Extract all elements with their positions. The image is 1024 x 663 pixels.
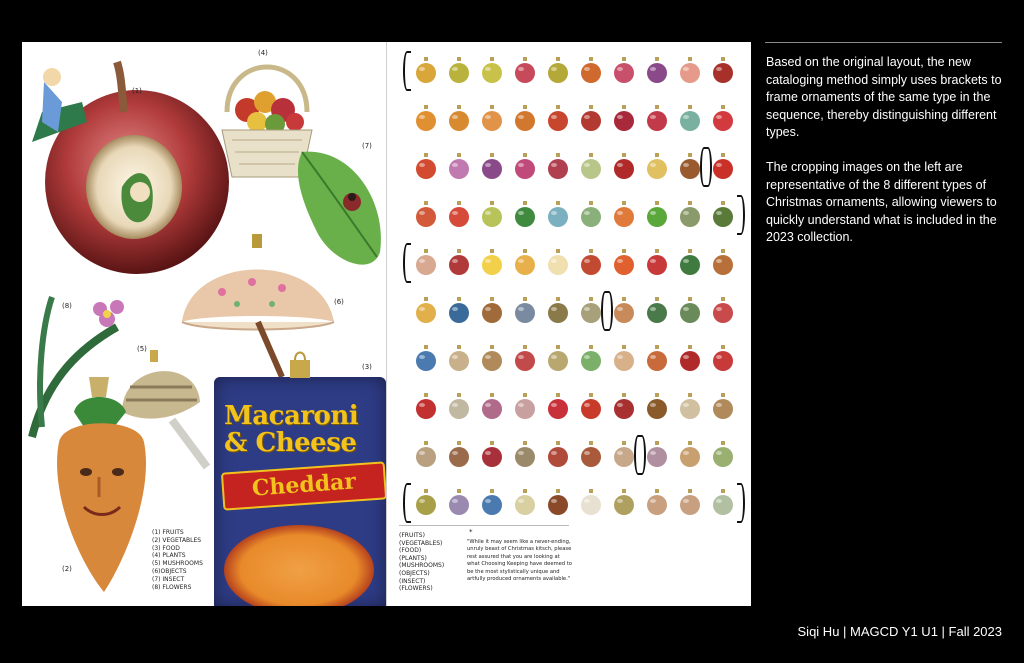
legend-item: (VEGETABLES) bbox=[399, 539, 443, 547]
ornament-thumbnail bbox=[578, 344, 604, 372]
callout-7: (7) bbox=[362, 142, 372, 150]
ornament-thumbnail bbox=[578, 392, 604, 420]
ornament-thumbnail bbox=[611, 488, 637, 516]
callout-2: (2) bbox=[62, 565, 72, 573]
ornament-thumbnail bbox=[578, 200, 604, 228]
ornament-thumbnail bbox=[413, 200, 439, 228]
group-bracket-close bbox=[704, 147, 712, 187]
ornament-thumbnail bbox=[545, 440, 571, 468]
ornament-thumbnail bbox=[710, 152, 736, 180]
ornament-thumbnail bbox=[446, 56, 472, 84]
callout-5: (5) bbox=[137, 345, 147, 353]
ornament-thumbnail bbox=[644, 248, 670, 276]
ornament-thumbnail bbox=[578, 152, 604, 180]
ornament-thumbnail bbox=[677, 104, 703, 132]
ornament-thumbnail bbox=[710, 344, 736, 372]
ornament-thumbnail bbox=[710, 200, 736, 228]
footer-divider bbox=[399, 525, 569, 526]
ornament-thumbnail bbox=[446, 440, 472, 468]
ornament-thumbnail bbox=[413, 104, 439, 132]
sidebar-description bbox=[766, 54, 1006, 264]
carrot-face-ornament-image bbox=[44, 372, 154, 597]
legend-item: (1) FRUITS bbox=[152, 529, 184, 536]
description-paragraph: The cropping images on the left are representative of the 8 different types of Christmas ornaments, allowing viewers to quickly understand what is included in the 2023 collection. bbox=[766, 160, 997, 244]
callout-6: (6) bbox=[334, 298, 344, 306]
ornament-thumbnail bbox=[644, 296, 670, 324]
ornament-thumbnail bbox=[512, 344, 538, 372]
ornament-thumbnail bbox=[479, 440, 505, 468]
ornament-thumbnail bbox=[710, 488, 736, 516]
ornament-thumbnail bbox=[446, 200, 472, 228]
ornament-thumbnail bbox=[512, 488, 538, 516]
ornament-thumbnail bbox=[413, 248, 439, 276]
legend-item: (PLANTS) bbox=[399, 554, 427, 562]
ornament-thumbnail bbox=[545, 344, 571, 372]
ornament-thumbnail bbox=[644, 152, 670, 180]
ornament-thumbnail bbox=[644, 488, 670, 516]
legend-item: (FOOD) bbox=[399, 547, 422, 555]
ornament-thumbnail bbox=[644, 104, 670, 132]
ornament-row bbox=[399, 292, 744, 328]
ornament-thumbnail bbox=[710, 104, 736, 132]
ornament-thumbnail bbox=[611, 56, 637, 84]
macaroni-bowl-illustration bbox=[224, 525, 374, 606]
callout-1: (1) bbox=[132, 87, 142, 95]
ornament-thumbnail bbox=[677, 56, 703, 84]
ornament-thumbnail bbox=[644, 344, 670, 372]
ornament-thumbnail bbox=[479, 152, 505, 180]
ornament-thumbnail bbox=[479, 200, 505, 228]
group-bracket-open bbox=[403, 243, 411, 283]
ornament-thumbnail bbox=[611, 104, 637, 132]
ornament-thumbnail bbox=[545, 56, 571, 84]
ornament-thumbnail bbox=[677, 200, 703, 228]
ornament-thumbnail bbox=[479, 296, 505, 324]
catalog-quote: "While it may seem like a never-ending, unruly beast of Christmas kitsch, please rest assured that you are looking at what Choosing Keeping have deemed to be the most stylistically unique and artfully produced ornaments available." bbox=[467, 539, 572, 583]
ornament-cap-icon bbox=[285, 350, 315, 380]
right-page-legend bbox=[399, 532, 444, 593]
macaroni-box-banner-text: Cheddar bbox=[251, 468, 357, 502]
ornament-thumbnail bbox=[545, 488, 571, 516]
ornament-thumbnail bbox=[545, 392, 571, 420]
legend-item: (8) FLOWERS bbox=[152, 583, 192, 591]
left-page-legend bbox=[152, 529, 203, 591]
left-page bbox=[22, 42, 386, 606]
ornament-thumbnail bbox=[710, 440, 736, 468]
ornament-thumbnail bbox=[545, 152, 571, 180]
legend-item: (3) FOOD bbox=[152, 544, 180, 552]
ornament-thumbnail bbox=[479, 488, 505, 516]
group-bracket-close bbox=[638, 435, 646, 475]
ornament-thumbnail bbox=[413, 344, 439, 372]
ornament-row bbox=[399, 340, 744, 376]
legend-item: (6)OBJECTS bbox=[152, 567, 187, 575]
group-bracket-open bbox=[403, 483, 411, 523]
ornament-thumbnail bbox=[413, 152, 439, 180]
group-bracket-open bbox=[403, 51, 411, 91]
legend-item: (INSECT) bbox=[399, 577, 426, 585]
ornament-thumbnail bbox=[578, 248, 604, 276]
ornament-thumbnail bbox=[611, 200, 637, 228]
callout-4: (4) bbox=[258, 49, 268, 57]
ornament-thumbnail bbox=[413, 488, 439, 516]
ornament-thumbnail bbox=[644, 392, 670, 420]
ornament-thumbnail bbox=[578, 104, 604, 132]
ornament-thumbnail bbox=[611, 296, 637, 324]
legend-item: (2) VEGETABLES bbox=[152, 536, 202, 544]
ornament-thumbnail bbox=[677, 488, 703, 516]
ornament-thumbnail bbox=[512, 152, 538, 180]
ornament-thumbnail bbox=[512, 440, 538, 468]
ornament-thumbnail bbox=[512, 56, 538, 84]
legend-item: (5) MUSHROOMS bbox=[152, 560, 203, 568]
ornament-thumbnail bbox=[446, 248, 472, 276]
description-paragraph: Based on the original layout, the new cataloging method simply uses brackets to frame ornaments of the same type in the sequence, thereby distinguishing different types. bbox=[766, 55, 1002, 139]
ornament-thumbnail bbox=[512, 200, 538, 228]
ornament-thumbnail bbox=[644, 440, 670, 468]
ornament-thumbnail bbox=[710, 392, 736, 420]
callout-8: (8) bbox=[62, 302, 72, 310]
ornament-thumbnail bbox=[479, 104, 505, 132]
ornament-thumbnail bbox=[479, 392, 505, 420]
ornament-thumbnail bbox=[611, 392, 637, 420]
ornament-thumbnail bbox=[644, 200, 670, 228]
ornament-thumbnail bbox=[413, 392, 439, 420]
ornament-row bbox=[399, 52, 744, 88]
ornament-thumbnail bbox=[677, 248, 703, 276]
macaroni-box-ornament-image bbox=[214, 377, 386, 606]
ornament-thumbnail bbox=[413, 56, 439, 84]
ornament-thumbnail bbox=[413, 440, 439, 468]
ornament-thumbnail bbox=[512, 248, 538, 276]
right-page bbox=[387, 42, 751, 606]
ornament-thumbnail bbox=[677, 344, 703, 372]
ornament-row bbox=[399, 388, 744, 424]
group-bracket-close bbox=[737, 195, 745, 235]
ornament-thumbnail bbox=[446, 392, 472, 420]
group-bracket-close bbox=[737, 483, 745, 523]
ornament-thumbnail bbox=[710, 296, 736, 324]
macaroni-box-banner bbox=[221, 461, 386, 510]
ornament-row bbox=[399, 148, 744, 184]
catalog-spread bbox=[22, 42, 751, 606]
ornament-row bbox=[399, 436, 744, 472]
ornament-thumbnail bbox=[611, 344, 637, 372]
legend-item: (FLOWERS) bbox=[399, 585, 433, 593]
ornament-thumbnail bbox=[446, 488, 472, 516]
group-bracket-close bbox=[605, 291, 613, 331]
ornament-row bbox=[399, 484, 744, 520]
ornament-thumbnail bbox=[446, 152, 472, 180]
legend-item: (OBJECTS) bbox=[399, 569, 430, 577]
ornament-thumbnail bbox=[512, 296, 538, 324]
ornament-thumbnail bbox=[545, 248, 571, 276]
ornament-thumbnail bbox=[479, 56, 505, 84]
quote-asterisk: * bbox=[469, 528, 473, 536]
ornament-thumbnail bbox=[677, 440, 703, 468]
ornament-thumbnail bbox=[545, 200, 571, 228]
ornament-thumbnail bbox=[578, 440, 604, 468]
ornament-thumbnail bbox=[446, 296, 472, 324]
legend-item: (MUSHROOMS) bbox=[399, 562, 445, 570]
author-credit: Siqi Hu | MAGCD Y1 U1 | Fall 2023 bbox=[797, 624, 1002, 639]
sidebar-divider bbox=[765, 42, 1002, 43]
legend-item: (4) PLANTS bbox=[152, 552, 186, 560]
callout-3: (3) bbox=[362, 363, 372, 371]
ornament-thumbnail bbox=[512, 104, 538, 132]
ornament-thumbnail bbox=[446, 104, 472, 132]
ornament-thumbnail bbox=[512, 392, 538, 420]
ornament-thumbnail bbox=[611, 152, 637, 180]
ornament-thumbnail bbox=[578, 56, 604, 84]
ornament-row bbox=[399, 100, 744, 136]
ornament-thumbnail bbox=[479, 344, 505, 372]
ornament-thumbnail bbox=[677, 392, 703, 420]
ornament-row bbox=[399, 196, 744, 232]
ornament-thumbnail bbox=[545, 104, 571, 132]
ornament-thumbnail bbox=[677, 296, 703, 324]
legend-item: (7) INSECT bbox=[152, 575, 185, 583]
ornament-thumbnail bbox=[413, 296, 439, 324]
ornament-thumbnail bbox=[611, 248, 637, 276]
ornament-thumbnail bbox=[446, 344, 472, 372]
legend-item: (FRUITS) bbox=[399, 532, 425, 539]
ornament-thumbnail bbox=[710, 248, 736, 276]
ornament-row bbox=[399, 244, 744, 280]
ornament-thumbnail bbox=[710, 56, 736, 84]
ornament-thumbnail bbox=[644, 56, 670, 84]
macaroni-box-title: Macaroni & Cheese bbox=[224, 401, 359, 458]
ornament-thumbnail bbox=[545, 296, 571, 324]
ornament-thumbnail bbox=[479, 248, 505, 276]
ornament-thumbnail bbox=[578, 488, 604, 516]
